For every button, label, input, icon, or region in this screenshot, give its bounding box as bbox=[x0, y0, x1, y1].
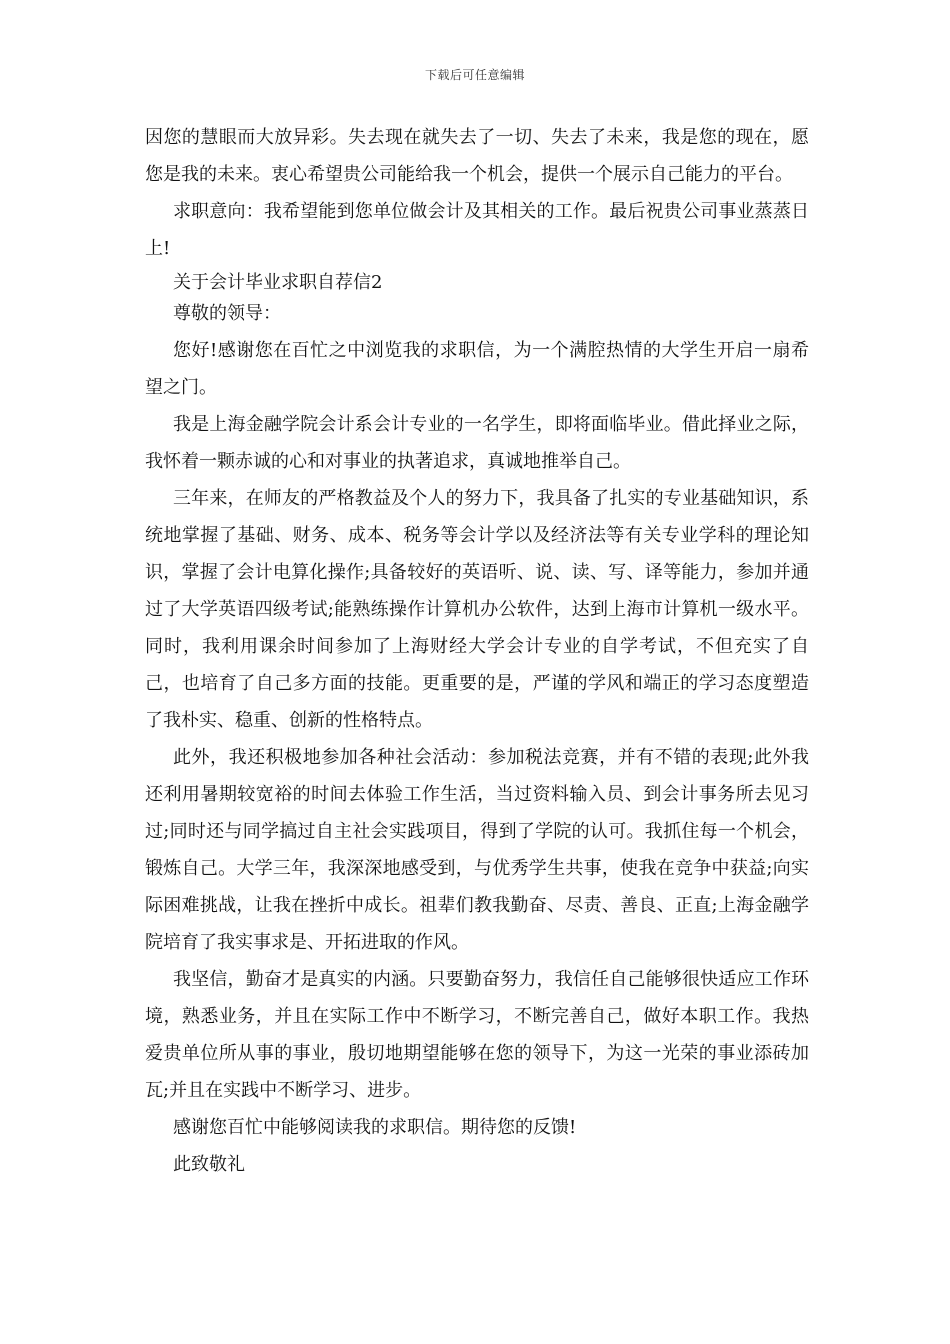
page-header: 下载后可任意编辑 bbox=[424, 68, 525, 82]
letter-title: 关于会计毕业求职自荐信2 bbox=[173, 272, 383, 293]
letter-body bbox=[145, 119, 809, 1183]
salutation: 尊敬的领导： bbox=[173, 303, 281, 324]
paragraph-introduction: 我是上海金融学院会计系会计专业的一名学生，即将面临毕业。借此择业之际，我怀着一颗赤诚的心和对事业的执著追求，真诚地推举自己。 bbox=[145, 414, 809, 472]
paragraph-job-intention: 求职意向：我希望能到您单位做会计及其相关的工作。最后祝贵公司事业蒸蒸日上! bbox=[145, 201, 809, 259]
closing-regards: 此致敬礼 bbox=[173, 1154, 245, 1175]
paragraph-belief: 我坚信，勤奋才是真实的内涵。只要勤奋努力，我信任自己能够很快适应工作环境，熟悉业务，并且在实际工作中不断学习，不断完善自己，做好本职工作。我热爱贵单位所从事的事业，殷切地期望能够在您的领导下，为这一光荣的事业添砖加瓦;并且在实践中不断学习、进步。 bbox=[145, 969, 809, 1101]
paragraph-activities: 此外，我还积极地参加各种社会活动：参加税法竞赛，并有不错的表现;此外我还利用暑期较宽裕的时间去体验工作生活，当过资料输入员、到会计事务所去见习过;同时还与同学搞过自主社会实践项目，得到了学院的认可。我抓住每一个机会，锻炼自己。大学三年，我深深地感受到，与优秀学生共事，使我在竞争中获益;向实际困难挑战，让我在挫折中成长。祖辈们教我勤奋、尽责、善良、正直;上海金融学院培育了我实事求是、开拓进取的作风。 bbox=[145, 747, 809, 953]
paragraph-thanks: 感谢您百忙中能够阅读我的求职信。期待您的反馈! bbox=[173, 1117, 577, 1138]
paragraph-continuation: 因您的慧眼而大放异彩。失去现在就失去了一切、失去了未来，我是您的现在，愿您是我的未来。衷心希望贵公司能给我一个机会，提供一个展示自己能力的平台。 bbox=[145, 127, 809, 185]
paragraph-greeting: 您好!感谢您在百忙之中浏览我的求职信，为一个满腔热情的大学生开启一扇希望之门。 bbox=[145, 340, 809, 398]
paragraph-education: 三年来，在师友的严格教益及个人的努力下，我具备了扎实的专业基础知识，系统地掌握了基础、财务、成本、税务等会计学以及经济法等有关专业学科的理论知识，掌握了会计电算化操作;具备较好的英语听、说、读、写、译等能力，参加并通过了大学英语四级考试;能熟练操作计算机办公软件，达到上海市计算机一级水平。同时，我利用课余时间参加了上海财经大学会计专业的自学考试，不但充实了自己，也培育了自己多方面的技能。更重要的是，严谨的学风和端正的学习态度塑造了我朴实、稳重、创新的性格特点。 bbox=[145, 488, 809, 731]
